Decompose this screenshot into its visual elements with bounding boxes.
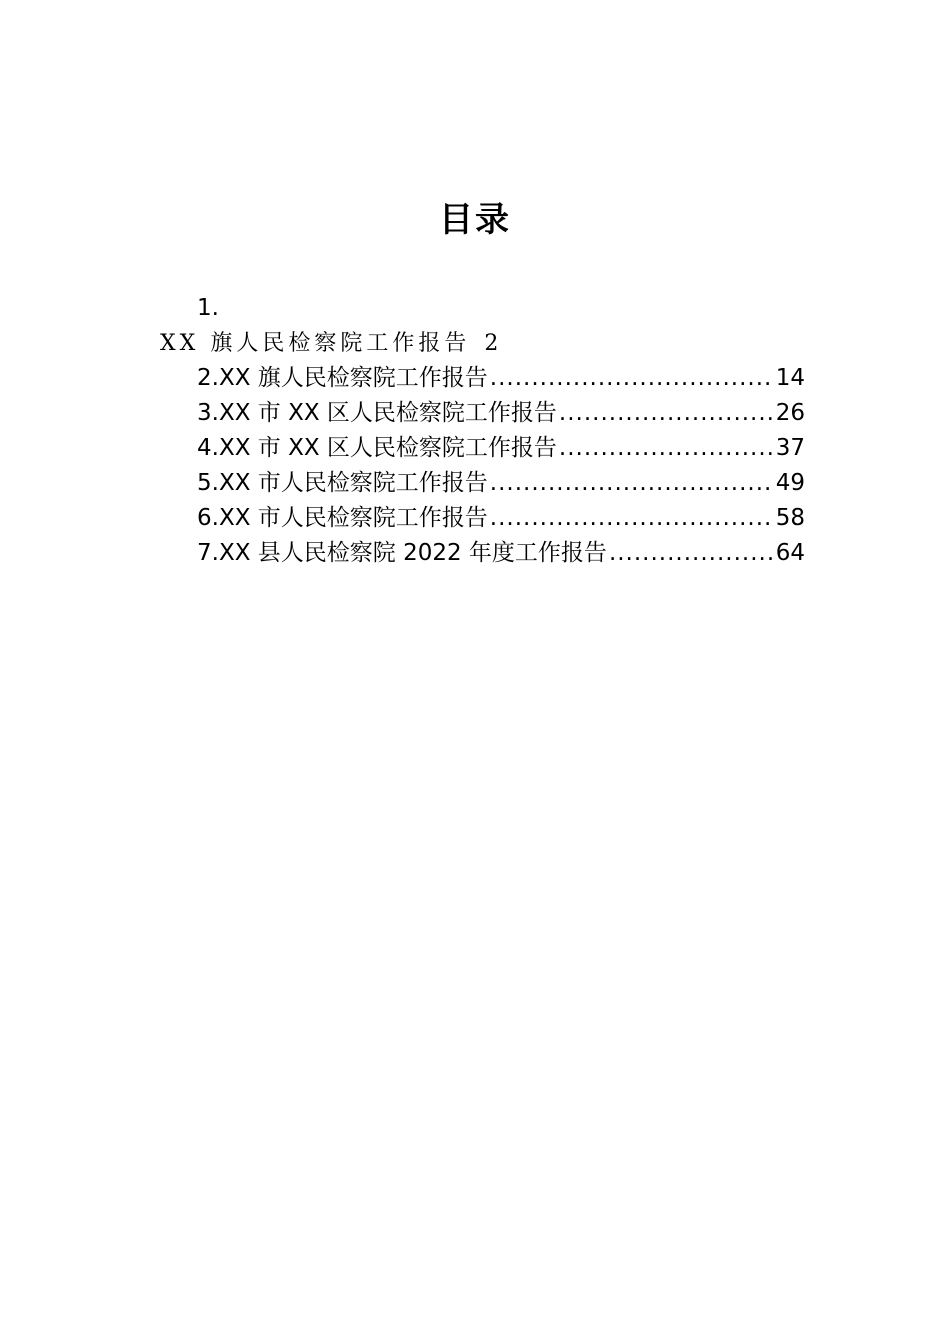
toc-entry-label: 5.XX 市人民检察院工作报告	[197, 470, 488, 496]
toc-entry-label: 7.XX 县人民检察院 2022 年度工作报告	[197, 540, 607, 566]
toc-entry-page: 14	[775, 365, 805, 391]
toc-entry-label: 4.XX 市 XX 区人民检察院工作报告	[197, 435, 557, 461]
toc-entry-7[interactable]	[197, 537, 805, 569]
dot-leader	[559, 397, 774, 429]
toc-entry-label: XX 旗人民检察院工作报告	[160, 331, 471, 356]
dot-leader	[490, 502, 774, 534]
toc-entry-label: 2.XX 旗人民检察院工作报告	[197, 365, 488, 391]
toc-entry-2[interactable]	[197, 362, 805, 394]
toc-entry-page: 37	[775, 435, 805, 461]
toc-entry-page: 26	[775, 400, 805, 426]
toc-entry-label: 6.XX 市人民检察院工作报告	[197, 505, 488, 531]
toc-entry-page: 64	[775, 540, 805, 566]
toc-entry-3[interactable]	[197, 397, 805, 429]
toc-entry-5[interactable]	[197, 467, 805, 499]
toc-entry-page: 49	[775, 470, 805, 496]
toc-entry-label: 3.XX 市 XX 区人民检察院工作报告	[197, 400, 557, 426]
toc-entry-page: 58	[775, 505, 805, 531]
toc-entry-4[interactable]	[197, 432, 805, 464]
dot-leader	[609, 537, 774, 569]
toc-entry-6[interactable]	[197, 502, 805, 534]
toc-entry-1-number: 1.	[197, 295, 219, 321]
dot-leader	[559, 432, 774, 464]
page-title: 目录	[439, 200, 511, 240]
dot-leader	[490, 467, 774, 499]
toc-entry-1[interactable]	[160, 330, 498, 358]
toc-entry-page: 2	[484, 331, 499, 356]
dot-leader	[490, 362, 774, 394]
